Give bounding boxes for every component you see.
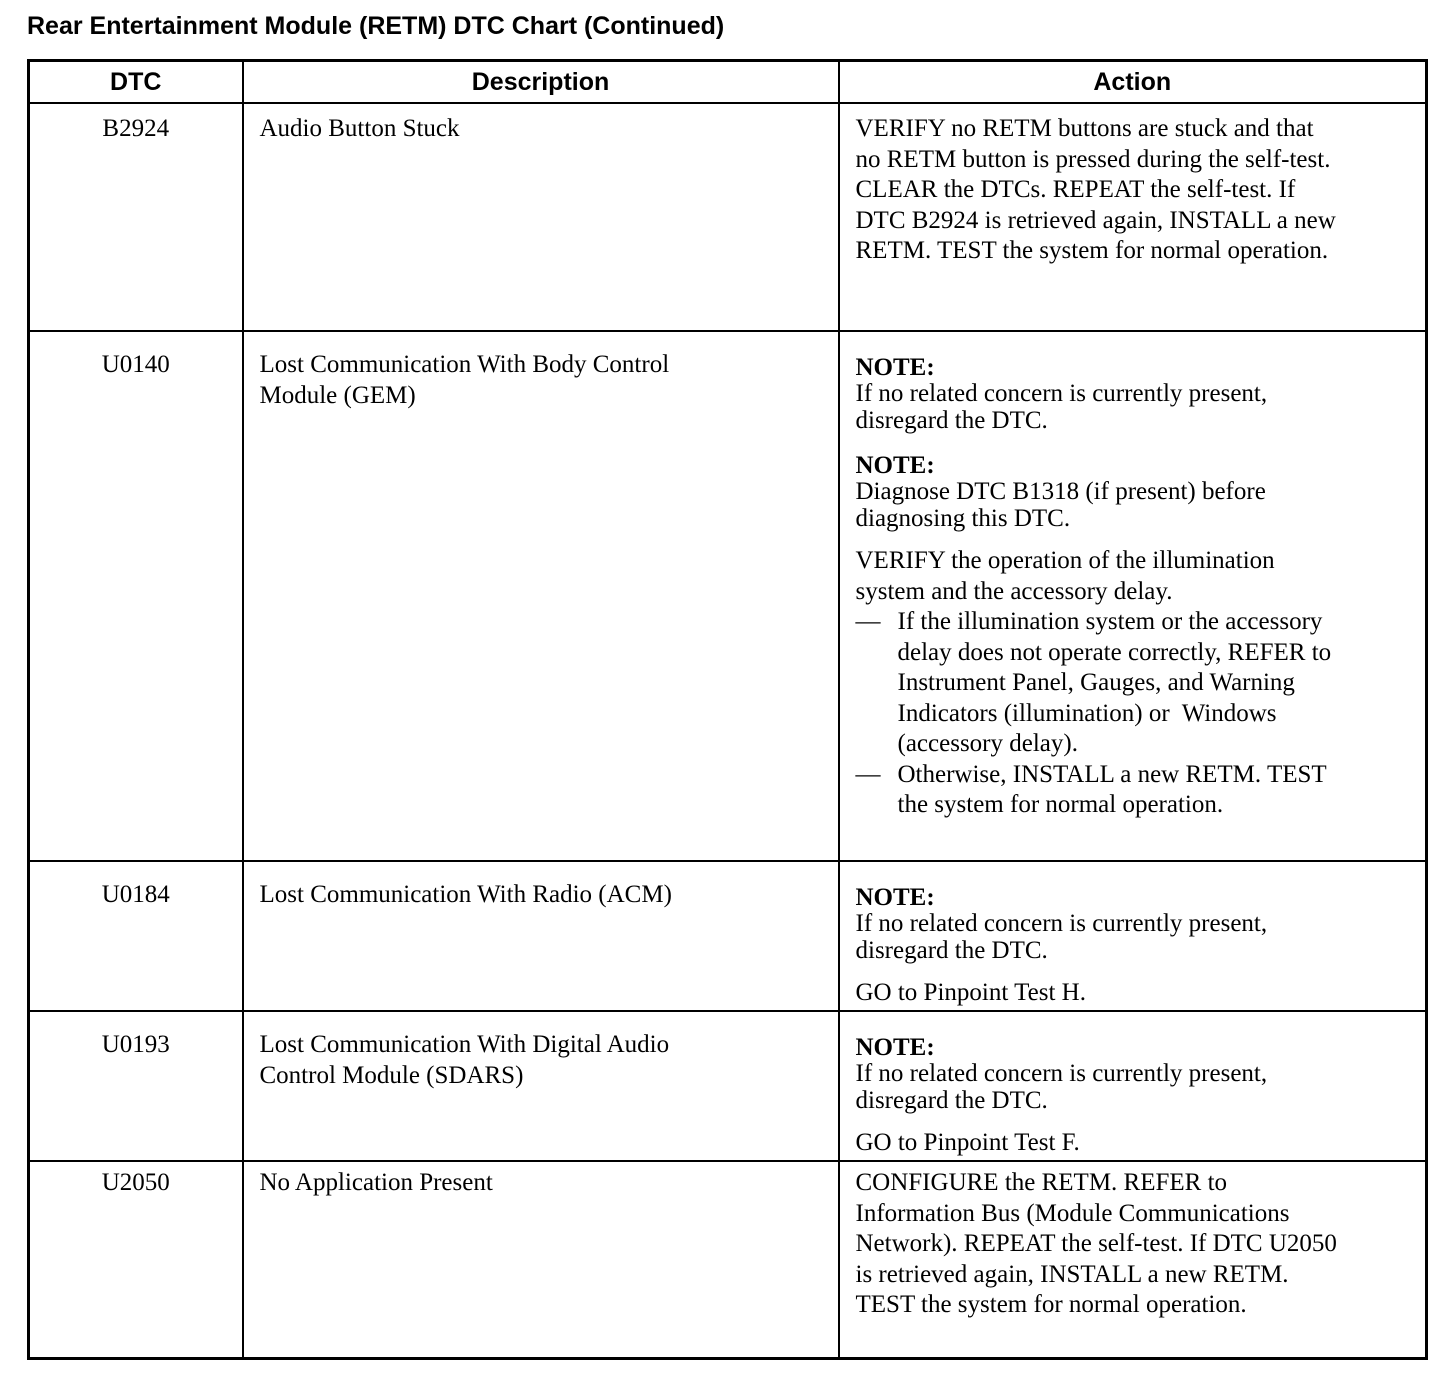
table-row xyxy=(29,331,1427,861)
bullet-line: If the illumination system or the accessory xyxy=(897,608,1323,635)
note-label: NOTE: xyxy=(855,354,935,381)
note-label: NOTE: xyxy=(855,1034,935,1061)
action-line: DTC B2924 is retrieved again, INSTALL a new xyxy=(855,206,1336,234)
dash-marker: — xyxy=(855,608,881,635)
note-text xyxy=(856,910,1412,964)
dtc-code: U0193 xyxy=(29,1011,243,1161)
description-line: Module (GEM) xyxy=(259,381,416,409)
column-header-dtc: DTC xyxy=(29,61,243,104)
bullet-line: Indicators (illumination) or Windows xyxy=(897,699,1277,727)
table-row xyxy=(29,861,1427,1011)
action-line: is retrieved again, INSTALL a new RETM. xyxy=(855,1260,1289,1288)
dtc-description: Audio Button Stuck xyxy=(243,103,839,331)
table-row xyxy=(29,103,1427,331)
note-text xyxy=(856,380,1412,434)
bullet-line: Otherwise, INSTALL a new RETM. TEST xyxy=(897,760,1327,788)
dtc-action xyxy=(839,103,1427,331)
note-label: NOTE: xyxy=(855,884,935,911)
bullet-item xyxy=(856,760,1412,821)
action-line: no RETM button is pressed during the self-test. xyxy=(855,145,1331,173)
page-title: Rear Entertainment Module (RETM) DTC Chart (Continued) xyxy=(27,12,725,40)
action-line: GO to Pinpoint Test H. xyxy=(855,979,1086,1006)
dtc-description xyxy=(243,331,839,861)
table-row xyxy=(29,1161,1427,1359)
note-line: If no related concern is currently present, xyxy=(855,910,1268,937)
dtc-action xyxy=(839,1161,1427,1359)
column-header-description: Description xyxy=(243,61,839,104)
dtc-code: U0140 xyxy=(29,331,243,861)
description-line: Lost Communication With Body Control xyxy=(259,351,670,378)
note-line: disregard the DTC. xyxy=(855,937,1048,964)
bullet-line: the system for normal operation. xyxy=(897,791,1224,818)
note-line: If no related concern is currently present, xyxy=(855,380,1268,407)
note-line: Diagnose DTC B1318 (if present) before xyxy=(855,478,1266,505)
dtc-description: No Application Present xyxy=(243,1161,839,1359)
dash-marker: — xyxy=(855,760,881,788)
note-text xyxy=(856,478,1412,532)
note-text xyxy=(856,1060,1412,1114)
dtc-action xyxy=(839,331,1427,861)
action-line: VERIFY the operation of the illumination xyxy=(855,547,1275,574)
action-line: system and the accessory delay. xyxy=(855,577,1173,605)
note-line: disregard the DTC. xyxy=(855,407,1048,434)
note-label: NOTE: xyxy=(855,452,935,479)
action-line: RETM. TEST the system for normal operation. xyxy=(855,237,1329,264)
note-line: If no related concern is currently present, xyxy=(855,1060,1268,1087)
bullet-line: (accessory delay). xyxy=(897,730,1078,757)
dtc-description: Lost Communication With Radio (ACM) xyxy=(243,861,839,1011)
action-line: GO to Pinpoint Test F. xyxy=(855,1129,1080,1156)
column-header-action: Action xyxy=(839,61,1427,104)
action-line: TEST the system for normal operation. xyxy=(855,1291,1247,1318)
action-line: Information Bus (Module Communications xyxy=(855,1199,1290,1227)
table-row xyxy=(29,1011,1427,1161)
dtc-chart-table xyxy=(27,59,1428,1360)
table-header-row xyxy=(29,61,1427,104)
description-line: Control Module (SDARS) xyxy=(259,1061,524,1089)
dtc-code: B2924 xyxy=(29,103,243,331)
bullet-line: delay does not operate correctly, REFER to xyxy=(897,638,1332,666)
dtc-code: U0184 xyxy=(29,861,243,1011)
dtc-action xyxy=(839,1011,1427,1161)
bullet-item xyxy=(856,607,1412,760)
note-line: diagnosing this DTC. xyxy=(855,505,1071,532)
action-line: VERIFY no RETM buttons are stuck and that xyxy=(855,115,1314,142)
action-line: CLEAR the DTCs. REPEAT the self-test. If xyxy=(855,176,1296,203)
note-line: disregard the DTC. xyxy=(855,1087,1048,1114)
description-line: Lost Communication With Digital Audio xyxy=(259,1031,670,1058)
dtc-action xyxy=(839,861,1427,1011)
action-line: CONFIGURE the RETM. REFER to xyxy=(855,1169,1228,1196)
dtc-description xyxy=(243,1011,839,1161)
action-line: Network). REPEAT the self-test. If DTC U2050 xyxy=(855,1230,1337,1257)
dtc-code: U2050 xyxy=(29,1161,243,1359)
bullet-line: Instrument Panel, Gauges, and Warning xyxy=(897,669,1295,696)
